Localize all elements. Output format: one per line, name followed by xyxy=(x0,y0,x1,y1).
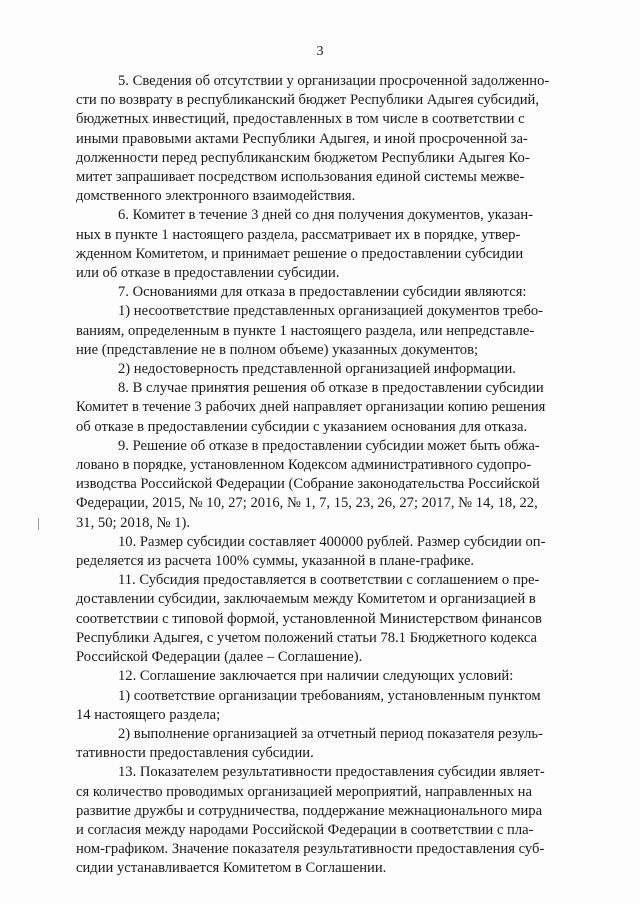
text-line: 5. Сведения об отсутствии у организации просроченной задолженно- xyxy=(118,73,550,89)
text-line: 31, 50; 2018, № 1). xyxy=(76,514,191,531)
paragraph-p13 xyxy=(76,763,560,878)
text-line: ся количество проводимых организацией мероприятий, направленных на xyxy=(76,783,532,800)
text-line: ваниям, определенным в пункте 1 настоящего раздела, или непредставле- xyxy=(76,322,535,339)
text-line: Комитет в течение 3 рабочих дней направляет организации копию решения xyxy=(76,399,546,416)
text-line: иными правовыми актами Республики Адыгея, и иной просроченной за- xyxy=(76,130,528,147)
text-line: или об отказе в предоставлении субсидии. xyxy=(76,265,340,282)
text-line: 11. Субсидия предоставляется в соответствии с соглашением о пре- xyxy=(118,572,540,589)
text-line: ние (представление не в полном объеме) указанных документов; xyxy=(76,341,479,358)
paragraph-p7-1 xyxy=(76,302,560,360)
text-line: ределяется из расчета 100% суммы, указанной в плане-графике. xyxy=(76,553,475,570)
text-line: 6. Комитет в течение 3 дней со дня получения документов, указан- xyxy=(118,207,534,224)
text-line: соответствии с типовой формой, установленной Министерством финансов xyxy=(76,610,542,627)
text-line: тативности предоставления субсидии. xyxy=(76,745,314,762)
text-line: об отказе в предоставлении субсидии с указанием основания для отказа. xyxy=(76,418,528,435)
paragraph-p5 xyxy=(76,72,560,206)
text-line: жденном Комитетом, и принимает решение о предоставлении субсидии xyxy=(76,245,524,262)
text-line: 2) недостоверность представленной организацией информации. xyxy=(118,361,516,378)
paragraph-p12 xyxy=(76,667,560,686)
text-line: 9. Решение об отказе в предоставлении субсидии может быть обжа- xyxy=(118,437,540,454)
text-line: 13. Показателем результативности предоставления субсидии являет- xyxy=(118,764,545,781)
paragraph-p8 xyxy=(76,379,560,437)
text-line: 1) несоответствие представленных организацией документов требо- xyxy=(118,303,544,320)
document-body xyxy=(76,72,560,879)
paragraph-p12-1 xyxy=(76,687,560,725)
paragraph-p9 xyxy=(76,437,560,533)
text-line: изводства Российской Федерации (Собрание законодательства Российской xyxy=(76,476,540,493)
text-line: митет запрашивает посредством использования единой системы межве- xyxy=(76,169,525,186)
text-line: домственного электронного взаимодействия. xyxy=(76,188,356,205)
paragraph-p10 xyxy=(76,533,560,571)
scan-artifact xyxy=(38,518,39,530)
text-line: 10. Размер субсидии составляет 400000 рублей. Размер субсидии оп- xyxy=(118,533,546,550)
text-line: долженности перед республиканским бюджетом Республики Адыгея Ко- xyxy=(76,149,530,166)
text-line: ном-графиком. Значение показателя результативности предоставления суб- xyxy=(76,841,545,858)
text-line: 1) соответствие организации требованиям, установленным пунктом xyxy=(118,687,541,704)
text-line: Федерации, 2015, № 10, 27; 2016, № 1, 7, 15, 23, 26, 27; 2017, № 14, 18, 22, xyxy=(76,495,538,512)
text-line: и согласия между народами Российской Федерации в соответствии с пла- xyxy=(76,821,534,838)
paragraph-p7 xyxy=(76,283,560,302)
text-line: Российской Федерации (далее – Соглашение). xyxy=(76,649,363,666)
text-line: 8. В случае принятия решения об отказе в предоставлении субсидии xyxy=(118,380,544,397)
text-line: развитие дружбы и сотрудничества, поддержание межнационального мира xyxy=(76,802,543,819)
text-line: 14 настоящего раздела; xyxy=(76,706,221,723)
text-line: доставлении субсидии, заключаемым между Комитетом и организацией в xyxy=(76,591,536,608)
page-number: 3 xyxy=(316,44,324,59)
text-line: 7. Основаниями для отказа в предоставлении субсидии являются: xyxy=(118,284,527,301)
text-line: сти по возврату в республиканский бюджет Республики Адыгея субсидий, xyxy=(76,92,540,109)
paragraph-p7-2 xyxy=(76,360,560,379)
text-line: Республики Адыгея, с учетом положений статьи 78.1 Бюджетного кодекса xyxy=(76,629,537,646)
text-line: 12. Соглашение заключается при наличии следующих условий: xyxy=(118,668,514,685)
text-line: бюджетных инвестиций, предоставленных в том числе в соответствии с xyxy=(76,111,525,128)
paragraph-p11 xyxy=(76,571,560,667)
paragraph-p6 xyxy=(76,206,560,283)
text-line: сидии устанавливается Комитетом в Соглашении. xyxy=(76,860,387,877)
text-line: ловано в порядке, установленном Кодексом административного судопро- xyxy=(76,457,532,474)
text-line: ных в пункте 1 настоящего раздела, рассматривает их в порядке, утвер- xyxy=(76,226,521,243)
paragraph-p12-2 xyxy=(76,725,560,763)
text-line: 2) выполнение организацией за отчетный период показателя резуль- xyxy=(118,725,543,742)
